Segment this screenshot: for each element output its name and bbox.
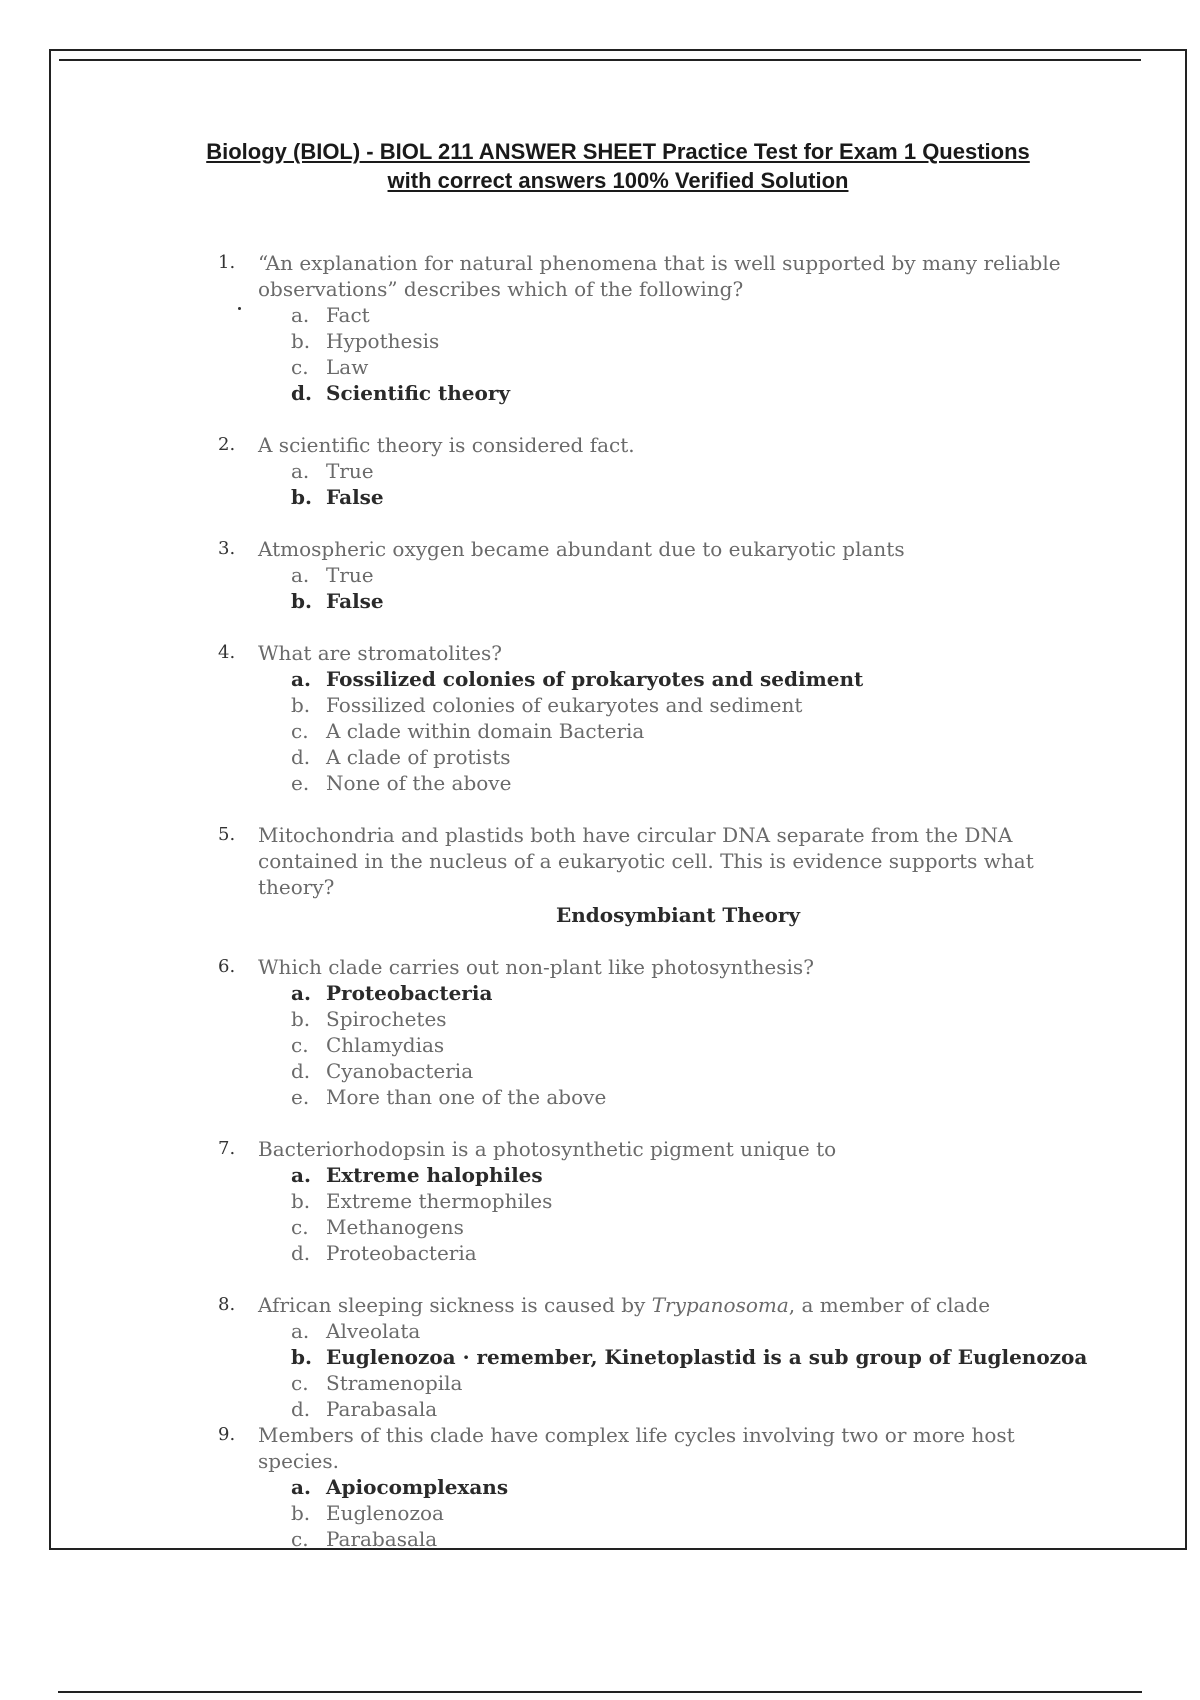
option-b: b. Extreme thermophiles [291, 1189, 553, 1213]
option-b: b. Spirochetes [291, 1007, 447, 1031]
question-text: Atmospheric oxygen became abundant due to eukaryotic plants [258, 537, 905, 561]
question-3 [218, 536, 1098, 614]
option-e: e. None of the above [291, 771, 512, 795]
option-c: c. Law [291, 355, 369, 379]
option-b: b. Euglenozoa [291, 1501, 444, 1525]
correct-answer: Endosymbiant Theory [555, 903, 801, 927]
question-text: A scientific theory is considered fact. [258, 433, 635, 457]
question-9 [218, 1422, 1098, 1550]
page-frame [49, 49, 1187, 1550]
question-text: African sleeping sickness is caused by Trypanosoma, a member of clade [258, 1293, 991, 1317]
option-a: a. Fact [291, 303, 370, 327]
question-number: 1. [218, 252, 236, 273]
option-a: a. True [291, 563, 374, 587]
question-number: 4. [218, 642, 236, 663]
title-line-2: with correct answers 100% Verified Solution [387, 168, 849, 193]
option-c: c. A clade within domain Bacteria [291, 719, 645, 743]
option-c: c. Stramenopila [291, 1371, 463, 1395]
question-5 [218, 822, 1098, 928]
correct-option: b. False [291, 485, 384, 509]
option-e: e. More than one of the above [291, 1085, 607, 1109]
correct-option: b. Euglenozoa · remember, Kinetoplastid is a sub group of Euglenozoa [291, 1345, 1088, 1369]
question-number: 2. [218, 434, 236, 455]
correct-option: b. False [291, 589, 384, 613]
option-d: d. Cyanobacteria [291, 1059, 474, 1083]
question-text: What are stromatolites? [258, 641, 502, 665]
option-c: c. Methanogens [291, 1215, 464, 1239]
question-number: 5. [218, 824, 236, 845]
question-2 [218, 432, 1098, 510]
option-list [218, 666, 1098, 796]
correct-option: a. Proteobacteria [291, 981, 493, 1005]
option-b: b. Hypothesis [291, 329, 440, 353]
question-7 [218, 1136, 1098, 1266]
option-c: c. Chlamydias [291, 1033, 445, 1057]
option-list [218, 458, 1098, 510]
option-list [218, 1318, 1098, 1422]
question-1 [218, 250, 1098, 406]
question-text: “An explanation for natural phenomena that is well supported by many reliable observations” describes which of the following? [258, 251, 1061, 301]
question-number: 8. [218, 1294, 236, 1315]
question-number: 7. [218, 1138, 236, 1159]
page-title [51, 137, 1185, 195]
correct-option: a. Fossilized colonies of prokaryotes and sediment [291, 667, 864, 691]
option-a: a. True [291, 459, 374, 483]
italic-term: Trypanosoma [651, 1293, 789, 1317]
question-text: Members of this clade have complex life cycles involving two or more host species. [258, 1423, 1015, 1473]
title-line-1: Biology (BIOL) - BIOL 211 ANSWER SHEET Practice Test for Exam 1 Questions [206, 139, 1030, 164]
option-list [218, 1162, 1098, 1266]
question-list [218, 250, 1098, 1550]
bottom-rule [58, 1691, 1142, 1693]
correct-option: a. Apiocomplexans [291, 1475, 509, 1499]
option-a: a. Alveolata [291, 1319, 421, 1343]
question-text: Mitochondria and plastids both have circular DNA separate from the DNA contained in the nucleus of a eukaryotic cell. This is evidence supports what theory? [258, 823, 1034, 899]
question-number: 6. [218, 956, 236, 977]
option-d: d. Parabasala [291, 1397, 438, 1421]
option-c: c. Parabasala [291, 1527, 438, 1550]
question-text: Bacteriorhodopsin is a photosynthetic pigment unique to [258, 1137, 837, 1161]
top-rule [59, 59, 1141, 61]
question-text: Which clade carries out non-plant like photosynthesis? [258, 955, 814, 979]
option-list [218, 1474, 1098, 1550]
stray-dot [238, 307, 241, 310]
question-number: 3. [218, 538, 236, 559]
option-d: d. A clade of protists [291, 745, 511, 769]
question-8 [218, 1292, 1098, 1422]
question-6 [218, 954, 1098, 1110]
option-list [218, 980, 1098, 1110]
question-number: 9. [218, 1424, 236, 1445]
question-4 [218, 640, 1098, 796]
option-b: b. Fossilized colonies of eukaryotes and sediment [291, 693, 803, 717]
option-d: d. Proteobacteria [291, 1241, 477, 1265]
option-list [218, 302, 1098, 406]
option-list [218, 562, 1098, 614]
correct-option: a. Extreme halophiles [291, 1163, 543, 1187]
correct-option: d. Scientific theory [291, 381, 511, 405]
